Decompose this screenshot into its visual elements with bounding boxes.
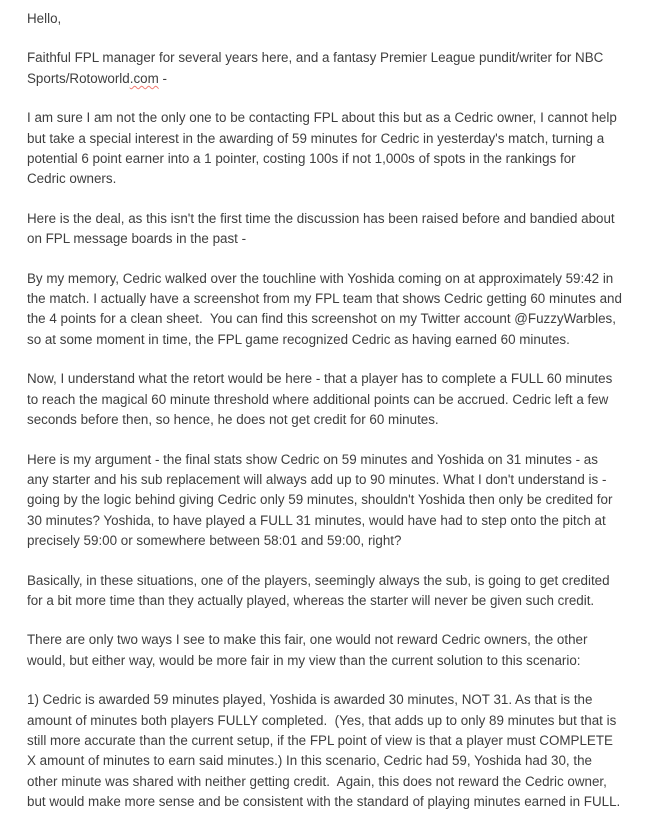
text-line: Hello,	[27, 11, 62, 26]
text-segment: Sports/Rotoworld	[27, 70, 130, 86]
paragraph-memory	[27, 269, 642, 351]
text-line: 30 minutes? Yoshida, to have played a FULL 31 minutes, would have had to step onto the pitch at	[27, 512, 606, 528]
paragraph-context	[27, 209, 642, 250]
text-line: any starter and his sub replacement will always add up to 90 minutes. What I don't understand is -	[27, 471, 607, 487]
misspelled-word: .com	[129, 70, 159, 86]
text-line: so at some moment in time, the FPL game recognized Cedric as having earned 60 minutes.	[27, 331, 570, 347]
paragraph-proposal-intro	[27, 630, 642, 671]
text-line: still more accurate than the current setup, if the FPL point of view is that a player must COMPLETE	[27, 732, 613, 748]
paragraph-retort	[27, 369, 642, 430]
text-line: for a bit more time than they actually played, whereas the starter will never be given such credit.	[27, 592, 595, 608]
text-line: Here is the deal, as this isn't the first time the discussion has been raised before and bandied about	[27, 210, 615, 226]
text-line: on FPL message boards in the past -	[27, 231, 247, 247]
text-line: the match. I actually have a screenshot from my FPL team that shows Cedric getting 60 minutes and	[27, 291, 622, 307]
text-line: would, but either way, would be more fair in my view than the current solution to this scenario:	[27, 652, 581, 668]
text-line: other minute was shared with neither getting credit. Again, this does not reward the Cedric owner,	[27, 773, 607, 789]
text-line: 1) Cedric is awarded 59 minutes played, Yoshida is awarded 30 minutes, NOT 31. As that is the	[27, 692, 593, 708]
paragraph-argument	[27, 450, 642, 552]
text-line: precisely 59:00 or somewhere between 58:01 and 59:00, right?	[27, 533, 402, 549]
paragraph-option-1	[27, 690, 642, 812]
text-line: potential 6 point earner into a 1 pointer, costing 100s if not 1,000s of spots in the rankings for	[27, 151, 576, 167]
text-segment: -	[158, 70, 167, 86]
text-line	[27, 69, 642, 89]
text-line: There are only two ways I see to make this fair, one would not reward Cedric owners, the other	[27, 632, 588, 648]
text-line: seconds before then, so hence, he does not get credit for 60 minutes.	[27, 412, 439, 428]
paragraph-summary	[27, 571, 642, 612]
text-line: Here is my argument - the final stats show Cedric on 59 minutes and Yoshida on 31 minutes - as	[27, 451, 598, 467]
text-line: Faithful FPL manager for several years here, and a fantasy Premier League pundit/writer for NBC	[27, 50, 604, 66]
text-line: Now, I understand what the retort would be here - that a player has to complete a FULL 60 minutes	[27, 371, 613, 387]
text-line: By my memory, Cedric walked over the touchline with Yoshida coming on at approximately 59:42 in	[27, 270, 614, 286]
text-line: but would make more sense and be consistent with the standard of playing minutes earned in FULL.	[27, 794, 621, 810]
paragraph-complaint	[27, 108, 642, 190]
text-line: the 4 points for a clean sheet. You can find this screenshot on my Twitter account @FuzzyWarbles,	[27, 311, 616, 327]
text-line: I am sure I am not the only one to be contacting FPL about this but as a Cedric owner, I cannot help	[27, 110, 617, 126]
text-line: Basically, in these situations, one of the players, seemingly always the sub, is going to get credited	[27, 572, 610, 588]
text-line: but take a special interest in the awarding of 59 minutes for Cedric in yesterday's match, turning a	[27, 130, 605, 146]
text-line: to reach the magical 60 minute threshold where additional points can be accrued. Cedric left a few	[27, 391, 609, 407]
paragraph-greeting	[27, 9, 642, 29]
text-line: going by the logic behind giving Cedric only 59 minutes, shouldn't Yoshida then only be credited for	[27, 492, 613, 508]
paragraph-intro	[27, 48, 642, 89]
text-line: Cedric owners.	[27, 171, 117, 187]
text-line: amount of minutes both players FULLY completed. (Yes, that adds up to only 89 minutes but that is	[27, 712, 617, 728]
text-line: X amount of minutes to earn said minutes.) In this scenario, Cedric had 59, Yoshida had 30, the	[27, 753, 592, 769]
